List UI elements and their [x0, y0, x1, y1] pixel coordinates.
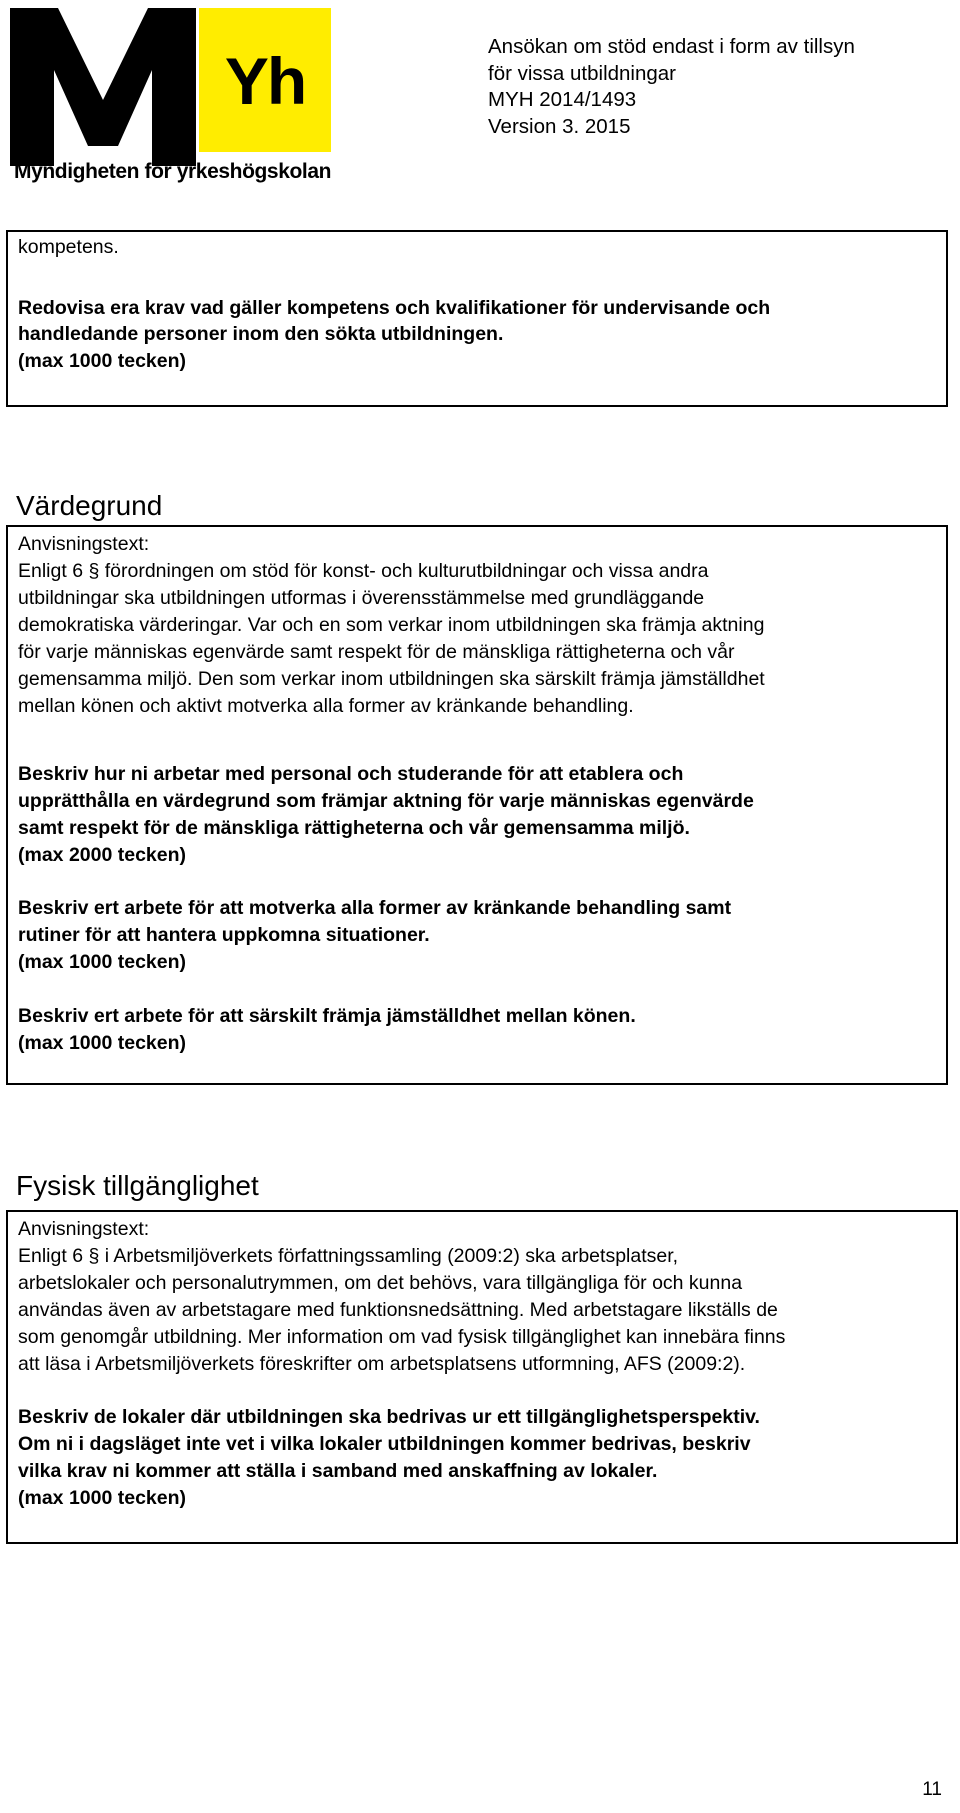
body-text: gemensamma miljö. Den som verkar inom utbildningen ska särskilt främja jämställdhet: [18, 668, 765, 690]
max-characters: (max 1000 tecken): [18, 350, 187, 372]
kompetens-box: [6, 230, 948, 407]
question-text: upprätthålla en värdegrund som främjar aktning för varje människas egenvärde: [18, 790, 754, 812]
question-text: Beskriv ert arbete för att särskilt främja jämställdhet mellan könen.: [18, 1005, 636, 1027]
logo-yh-text: Yh: [224, 44, 306, 118]
fysisk-box: [6, 1210, 958, 1544]
anvisning-label: Anvisningstext:: [18, 533, 150, 555]
question-text: Redovisa era krav vad gäller kompetens och kvalifikationer för undervisande och: [18, 297, 771, 319]
question-text: samt respekt för de mänskliga rättigheterna och vår gemensamma miljö.: [18, 817, 690, 839]
max-characters: (max 1000 tecken): [18, 1032, 187, 1054]
logo-yh-box: [199, 8, 331, 152]
question-text: Beskriv ert arbete för att motverka alla former av kränkande behandling samt: [18, 897, 732, 919]
body-text: som genomgår utbildning. Mer information om vad fysisk tillgänglighet kan innebära finns: [18, 1326, 786, 1348]
question-text: Om ni i dagsläget inte vet i vilka lokaler utbildningen kommer bedrivas, beskriv: [18, 1433, 751, 1455]
logo-m-mark: [10, 8, 196, 166]
body-text: utbildningar ska utbildningen utformas i överensstämmelse med grundläggande: [18, 587, 705, 609]
body-text: för varje människas egenvärde samt respekt för de mänskliga rättigheterna och vår: [18, 641, 735, 663]
question-text: vilka krav ni kommer att ställa i samband med anskaffning av lokaler.: [18, 1460, 658, 1482]
body-text: att läsa i Arbetsmiljöverkets föreskrifter om arbetsplatsens utformning, AFS (2009:2).: [18, 1353, 746, 1375]
max-characters: (max 2000 tecken): [18, 844, 187, 866]
section-title-vardegrund: Värdegrund: [16, 490, 163, 521]
body-text: kompetens.: [18, 236, 119, 258]
body-text: Enligt 6 § förordningen om stöd för konst- och kulturutbildningar och vissa andra: [18, 560, 709, 582]
anvisning-label: Anvisningstext:: [18, 1218, 150, 1240]
max-characters: (max 1000 tecken): [18, 1487, 187, 1509]
body-text: demokratiska värderingar. Var och en som verkar inom utbildningen ska främja aktning: [18, 614, 765, 636]
section-title-fysisk: Fysisk tillgänglighet: [16, 1170, 259, 1201]
question-text: Beskriv de lokaler där utbildningen ska bedrivas ur ett tillgänglighetsperspektiv.: [18, 1406, 760, 1428]
question-text: rutiner för att hantera uppkomna situationer.: [18, 924, 430, 946]
page-number: 11: [922, 1779, 942, 1800]
question-text: handledande personer inom den sökta utbildningen.: [18, 323, 504, 345]
question-text: Beskriv hur ni arbetar med personal och studerande för att etablera och: [18, 763, 684, 785]
body-text: Enligt 6 § i Arbetsmiljöverkets författningssamling (2009:2) ska arbetsplatser,: [18, 1245, 679, 1267]
document-header: [488, 34, 855, 140]
header-line: Ansökan om stöd endast i form av tillsyn: [488, 35, 855, 58]
vardegrund-box: [6, 525, 948, 1085]
logo-subtitle: Myndigheten för yrkeshögskolan: [14, 160, 332, 183]
header-line: Version 3. 2015: [488, 114, 631, 138]
header-line: för vissa utbildningar: [488, 61, 677, 85]
body-text: arbetslokaler och personalutrymmen, om det behövs, vara tillgängliga för och kunna: [18, 1272, 743, 1294]
body-text: mellan könen och aktivt motverka alla former av kränkande behandling.: [18, 695, 634, 717]
header-line: MYH 2014/1493: [488, 88, 637, 111]
body-text: användas även av arbetstagare med funktionsnedsättning. Med arbetstagare likställs de: [18, 1299, 778, 1321]
max-characters: (max 1000 tecken): [18, 951, 187, 973]
